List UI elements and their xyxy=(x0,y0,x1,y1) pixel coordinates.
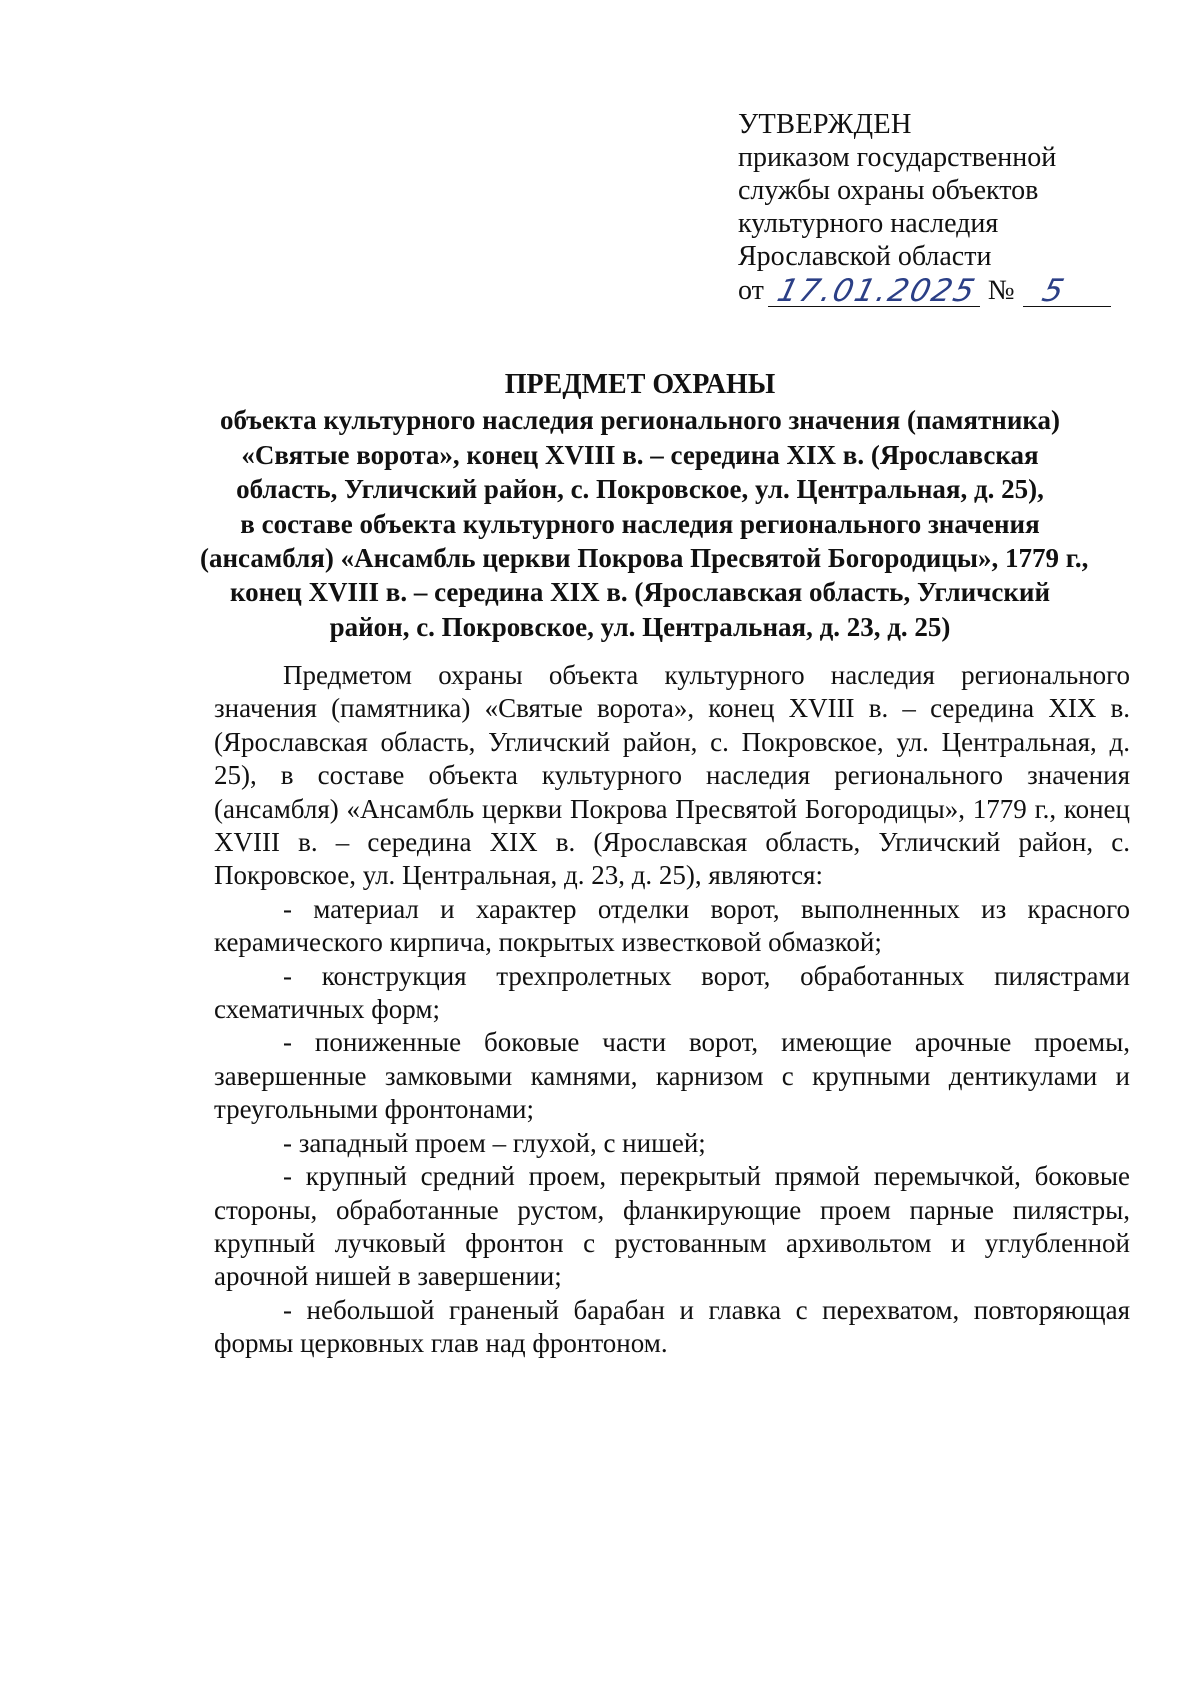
body-list-item: - крупный средний проем, перекрытый прямой перемычкой, боковые стороны, обработанные рустом, фланкирующие проем парные пилястры, крупный лучковый фронтон с рустованным архивольтом и углубленной арочной нишей в завершении; xyxy=(214,1161,1130,1292)
document-body xyxy=(214,659,1130,1361)
body-list-item: - материал и характер отделки ворот, выполненных из красного керамического кирпича, покрытых известковой обмазкой; xyxy=(214,893,1130,958)
title-line: объекта культурного наследия регионального значения (памятника) xyxy=(219,405,1061,436)
title-line: конец XVIII в. – середина XIX в. (Ярославская область, Угличский xyxy=(229,577,1051,608)
title-line: в составе объекта культурного наследия регионального значения xyxy=(240,508,1040,539)
title-line: (ансамбля) «Ансамбль церкви Покрова Пресвятой Богородицы», 1779 г., xyxy=(200,543,1089,574)
document-title-block xyxy=(200,368,1089,644)
document-title: ПРЕДМЕТ ОХРАНЫ xyxy=(504,369,776,400)
body-list-item: - конструкция трехпролетных ворот, обработанных пилястрами схематичных форм; xyxy=(214,960,1130,1025)
body-list-item: - небольшой граненый барабан и главка с перехватом, повторяющая формы церковных глав над фронтоном. xyxy=(214,1294,1130,1359)
number-field xyxy=(1023,273,1111,309)
body-paragraph-intro: Предметом охраны объекта культурного наследия регионального значения (памятника) «Святые ворота», конец XVIII в. – середина XIX в. (Ярославская область, Угличский район, с. Покровское, ул. Центральная, д. 25), в составе объекта культурного наследия регионального значения (ансамбля) «Ансамбль церкви Покрова Пресвятой Богородицы», 1779 г., конец XVIII в. – середина XIX в. (Ярославская область, Угличский район, с. Покровское, ул. Центральная, д. 23, д. 25), являются: xyxy=(214,660,1130,891)
handwritten-number: 5 xyxy=(1038,273,1068,309)
title-line: область, Угличский район, с. Покровское, ул. Центральная, д. 25), xyxy=(236,474,1044,505)
title-line: район, с. Покровское, ул. Центральная, д. 23, д. 25) xyxy=(329,611,951,642)
date-field xyxy=(768,273,980,309)
body-list-item: - западный проем – глухой, с нишей; xyxy=(283,1127,706,1158)
approval-line: культурного наследия xyxy=(738,208,999,239)
order-date-number-line xyxy=(738,274,1138,307)
approval-heading: УТВЕРЖДЕН xyxy=(738,109,912,140)
number-prefix: № xyxy=(987,275,1015,306)
date-prefix: от xyxy=(738,275,764,306)
handwritten-date: 17.01.2025 xyxy=(773,273,980,309)
title-line: «Святые ворота», конец XVIII в. – середина XIX в. (Ярославская xyxy=(241,439,1039,470)
approval-block xyxy=(738,108,1138,307)
approval-line: службы охраны объектов xyxy=(738,175,1039,206)
body-list-item: - пониженные боковые части ворот, имеющие арочные проемы, завершенные замковыми камнями, карнизом с крупными дентикулами и треугольными фронтонами; xyxy=(214,1027,1130,1125)
approval-line: приказом государственной xyxy=(738,142,1057,173)
approval-line: Ярославской области xyxy=(738,241,992,272)
